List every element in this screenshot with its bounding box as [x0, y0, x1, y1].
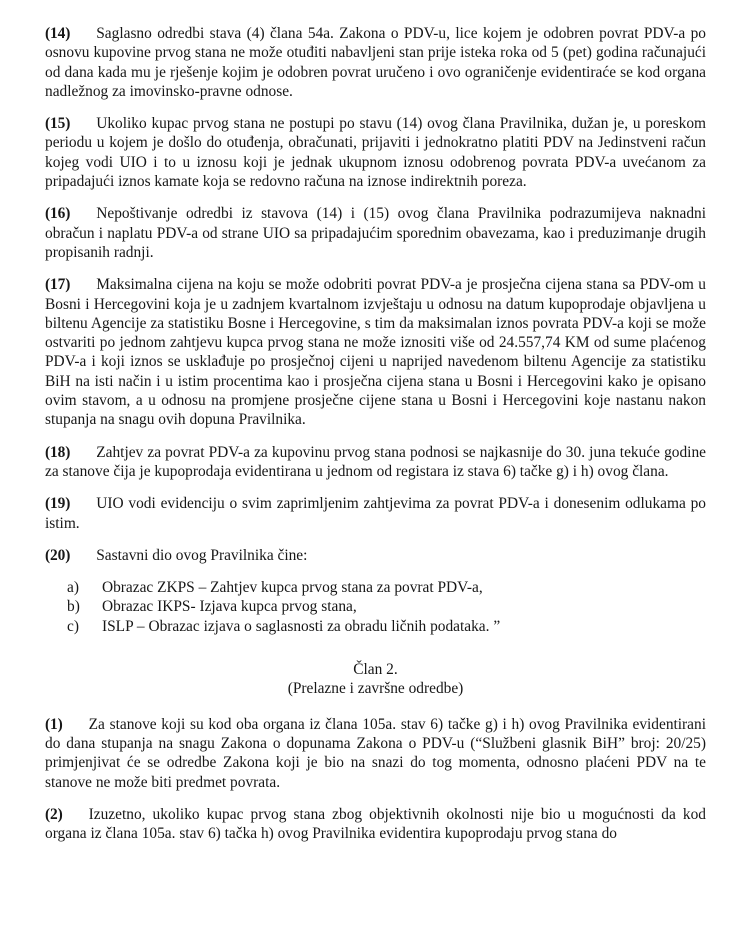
list-item	[45, 597, 706, 616]
article-title: Član 2.	[353, 661, 398, 679]
closing-paragraph-text-2: Izuzetno, ukoliko kupac prvog stana zbog objektivnih okolnosti nije bio u mogućnosti da kod organa iz člana 105a. stav 6) tačka h) ovog Pravilnika evidentira kupoprodaju prvog stana do	[45, 805, 706, 843]
paragraph-text-14: Saglasno odredbi stava (4) člana 54a. Zakona o PDV-u, lice kojem je odobren povrat PDV-a po osnovu kupovine prvog stana ne može otuđiti nabavljeni stan prije isteka roka od 5 (pet) godina računajući od dana kada mu je rješenje kojim je odobren povrat uručeno i ovo ograničenje evidentiraće se kod organa nadležnog za imovinsko-pravne odnose.	[45, 25, 706, 100]
paragraph-text-19: UIO vodi evidenciju o svim zaprimljenim zahtjevima za povrat PDV-a i donesenim odlukama po istim.	[45, 495, 706, 532]
paragraph-number-14: (14)	[45, 25, 71, 42]
closing-paragraph-number-1: (1)	[45, 715, 63, 733]
paragraph-text-18: Zahtjev za povrat PDV-a za kupovinu prvog stana podnosi se najkasnije do 30. juna tekuće godine za stanove čija je kupoprodaja evidentirana u jednom od registara iz stava 6) tačke g) i h) ovog člana.	[45, 443, 706, 480]
list-text-c: ISLP – Obrazac izjava o saglasnosti za obradu ličnih podataka. ”	[102, 617, 501, 635]
list-marker-c: c)	[67, 617, 79, 635]
list-text-b: Obrazac IKPS- Izjava kupca prvog stana,	[102, 598, 357, 616]
list-marker-a: a)	[67, 579, 79, 597]
article-heading	[45, 660, 706, 699]
paragraph-20-intro	[45, 546, 706, 565]
paragraph-19	[45, 494, 706, 533]
list-item	[45, 617, 706, 636]
paragraph-16	[45, 204, 706, 262]
paragraph-text-17: Maksimalna cijena na koju se može odobriti povrat PDV-a je prosječna cijena stana sa PDV-om u Bosni i Hercegovini koja je u zadnjem kvartalnom izvještaju u odnosu na datum kupoprodaje objavljena u biltenu Agencije za statistiku Bosne i Hercegovine, s tim da maksimalan iznos povrata PDV-a koji se može ostvariti po jednom zahtjevu kupca prvog stana ne može iznositi više od 24.557,74 KM od sume plaćenog PDV-a i koji iznos se usklađuje po prosječnoj cijeni u naprijed navedenom biltenu Agencije za statistiku BiH na isti način i u istim procentima kao i prosječna cijena stana u Bosni i Hercegovini kako je opisano ovim stavom, a u odnosu na promjene prosječne cijene stana u Bosni i Hercegovini koje nastanu nakon stupanja na snagu ovih dopuna Pravilnika.	[45, 276, 706, 429]
paragraph-17	[45, 275, 706, 429]
paragraph-18	[45, 443, 706, 482]
list-text-a: Obrazac ZKPS – Zahtjev kupca prvog stana za povrat PDV-a,	[102, 579, 483, 597]
paragraph-14	[45, 24, 706, 101]
list-marker-b: b)	[67, 598, 80, 616]
paragraph-number-20: (20)	[45, 546, 71, 564]
paragraph-15	[45, 114, 706, 191]
paragraph-text-16: Nepoštivanje odredbi iz stavova (14) i (15) ovog člana Pravilnika podrazumijeva naknadni obračun i naplatu PDV-a od strane UIO sa pripadajućim sporednim obavezama, kao i preduzimanje drugih propisanih radnji.	[45, 205, 706, 261]
closing-paragraph-2	[45, 805, 706, 844]
paragraph-number-15: (15)	[45, 115, 71, 133]
closing-paragraph-number-2: (2)	[45, 805, 63, 823]
paragraph-number-16: (16)	[45, 205, 71, 223]
article-subtitle: (Prelazne i završne odredbe)	[287, 680, 464, 698]
closing-paragraph-1	[45, 715, 706, 792]
paragraph-number-18: (18)	[45, 443, 71, 461]
paragraph-text-15: Ukoliko kupac prvog stana ne postupi po stavu (14) ovog člana Pravilnika, dužan je, u poreskom periodu u kojem je došlo do otuđenja, obračunati, prijaviti i jednokratno platiti PDV na Jedinstveni račun kojeg vodi UIO i to u iznosu koji je jednak ukupnom iznosu odobrenog povrata PDV-a uvećanom za pripadajući iznos kamate koja se redovno računa na iznose indirektnih poreza.	[45, 115, 706, 191]
closing-paragraph-text-1: Za stanove koji su kod oba organa iz člana 105a. stav 6) tačke g) i h) ovog Pravilnika evidentirani do dana stupanja na snagu Zakona o dopunama Zakona o PDV-u (“Službeni glasnik BiH” broj: 20/25) primjenjivat će se odredbe Zakona koji je bio na snazi do tog momenta, odnosno plaćeni PDV na te stanove ne može biti predmet povrata.	[45, 715, 706, 791]
list-item	[45, 578, 706, 597]
paragraph-number-19: (19)	[45, 495, 71, 513]
paragraph-number-17: (17)	[45, 276, 71, 294]
paragraph-text-20: Sastavni dio ovog Pravilnika čine:	[96, 546, 308, 564]
attachment-list	[45, 578, 706, 636]
text-column	[45, 24, 706, 843]
